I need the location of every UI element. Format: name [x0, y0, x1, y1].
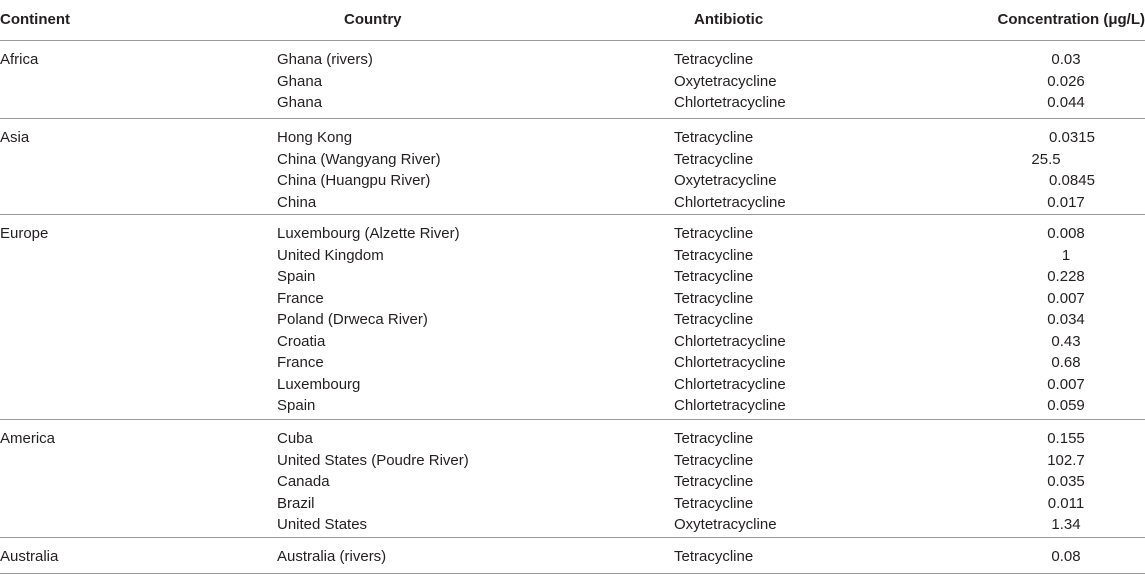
- concentration-cell: 0.008: [1006, 225, 1126, 242]
- antibiotic-cell: Oxytetracycline: [674, 516, 777, 533]
- continent-cell: Asia: [0, 129, 29, 146]
- antibiotic-cell: Tetracycline: [674, 225, 753, 242]
- antibiotic-cell: Tetracycline: [674, 129, 753, 146]
- antibiotic-cell: Chlortetracycline: [674, 194, 786, 211]
- antibiotic-cell: Oxytetracycline: [674, 73, 777, 90]
- antibiotic-cell: Chlortetracycline: [674, 354, 786, 371]
- antibiotic-cell: Tetracycline: [674, 51, 753, 68]
- country-cell: France: [277, 290, 324, 307]
- continent-group: [0, 118, 1145, 215]
- country-cell: Luxembourg (Alzette River): [277, 225, 460, 242]
- antibiotic-cell: Tetracycline: [674, 151, 753, 168]
- concentration-cell: 0.007: [1006, 290, 1126, 307]
- concentration-cell: 0.03: [1006, 51, 1126, 68]
- header-concentration: Concentration (μg/L): [998, 11, 1145, 28]
- antibiotic-cell: Tetracycline: [674, 548, 753, 565]
- concentration-cell: 0.017: [1006, 194, 1126, 211]
- antibiotic-cell: Tetracycline: [674, 247, 753, 264]
- concentration-cell: 0.011: [1006, 495, 1126, 512]
- antibiotic-cell: Tetracycline: [674, 473, 753, 490]
- country-cell: Brazil: [277, 495, 315, 512]
- header-country: Country: [344, 11, 402, 28]
- country-cell: France: [277, 354, 324, 371]
- table-header: [0, 0, 1145, 41]
- country-cell: Hong Kong: [277, 129, 352, 146]
- country-cell: Poland (Drweca River): [277, 311, 428, 328]
- continent-cell: Australia: [0, 548, 58, 565]
- continent-group: [0, 214, 1145, 420]
- country-cell: Ghana (rivers): [277, 51, 373, 68]
- concentration-cell: 0.68: [1006, 354, 1126, 371]
- concentration-cell: 1: [1006, 247, 1126, 264]
- concentration-cell: 0.0315: [1012, 129, 1132, 146]
- continent-cell: Africa: [0, 51, 38, 68]
- antibiotic-cell: Oxytetracycline: [674, 172, 777, 189]
- country-cell: Spain: [277, 268, 315, 285]
- concentration-cell: 0.08: [1006, 548, 1126, 565]
- country-cell: Australia (rivers): [277, 548, 386, 565]
- antibiotic-cell: Chlortetracycline: [674, 333, 786, 350]
- antibiotic-cell: Chlortetracycline: [674, 397, 786, 414]
- concentration-cell: 0.035: [1006, 473, 1126, 490]
- country-cell: China (Wangyang River): [277, 151, 441, 168]
- concentration-cell: 0.0845: [1012, 172, 1132, 189]
- country-cell: China (Huangpu River): [277, 172, 430, 189]
- concentration-cell: 25.5: [986, 151, 1106, 168]
- continent-group: [0, 40, 1145, 119]
- antibiotic-cell: Tetracycline: [674, 268, 753, 285]
- concentration-cell: 0.034: [1006, 311, 1126, 328]
- header-continent: Continent: [0, 11, 70, 28]
- concentration-cell: 0.43: [1006, 333, 1126, 350]
- country-cell: Spain: [277, 397, 315, 414]
- country-cell: China: [277, 194, 316, 211]
- country-cell: Cuba: [277, 430, 313, 447]
- antibiotic-cell: Tetracycline: [674, 311, 753, 328]
- concentration-cell: 0.026: [1006, 73, 1126, 90]
- country-cell: United States: [277, 516, 367, 533]
- antibiotic-cell: Tetracycline: [674, 495, 753, 512]
- header-antibiotic: Antibiotic: [694, 11, 763, 28]
- continent-cell: Europe: [0, 225, 48, 242]
- antibiotic-cell: Tetracycline: [674, 290, 753, 307]
- country-cell: Ghana: [277, 94, 322, 111]
- country-cell: Croatia: [277, 333, 325, 350]
- antibiotic-cell: Tetracycline: [674, 452, 753, 469]
- antibiotic-cell: Chlortetracycline: [674, 94, 786, 111]
- country-cell: United Kingdom: [277, 247, 384, 264]
- continent-group: [0, 537, 1145, 574]
- continent-cell: America: [0, 430, 55, 447]
- country-cell: United States (Poudre River): [277, 452, 469, 469]
- country-cell: Ghana: [277, 73, 322, 90]
- country-cell: Canada: [277, 473, 330, 490]
- continent-group: [0, 419, 1145, 538]
- country-cell: Luxembourg: [277, 376, 360, 393]
- concentration-cell: 102.7: [1006, 452, 1126, 469]
- antibiotic-cell: Tetracycline: [674, 430, 753, 447]
- concentration-cell: 1.34: [1006, 516, 1126, 533]
- concentration-cell: 0.059: [1006, 397, 1126, 414]
- concentration-cell: 0.228: [1006, 268, 1126, 285]
- concentration-cell: 0.007: [1006, 376, 1126, 393]
- antibiotic-cell: Chlortetracycline: [674, 376, 786, 393]
- concentration-cell: 0.044: [1006, 94, 1126, 111]
- concentration-cell: 0.155: [1006, 430, 1126, 447]
